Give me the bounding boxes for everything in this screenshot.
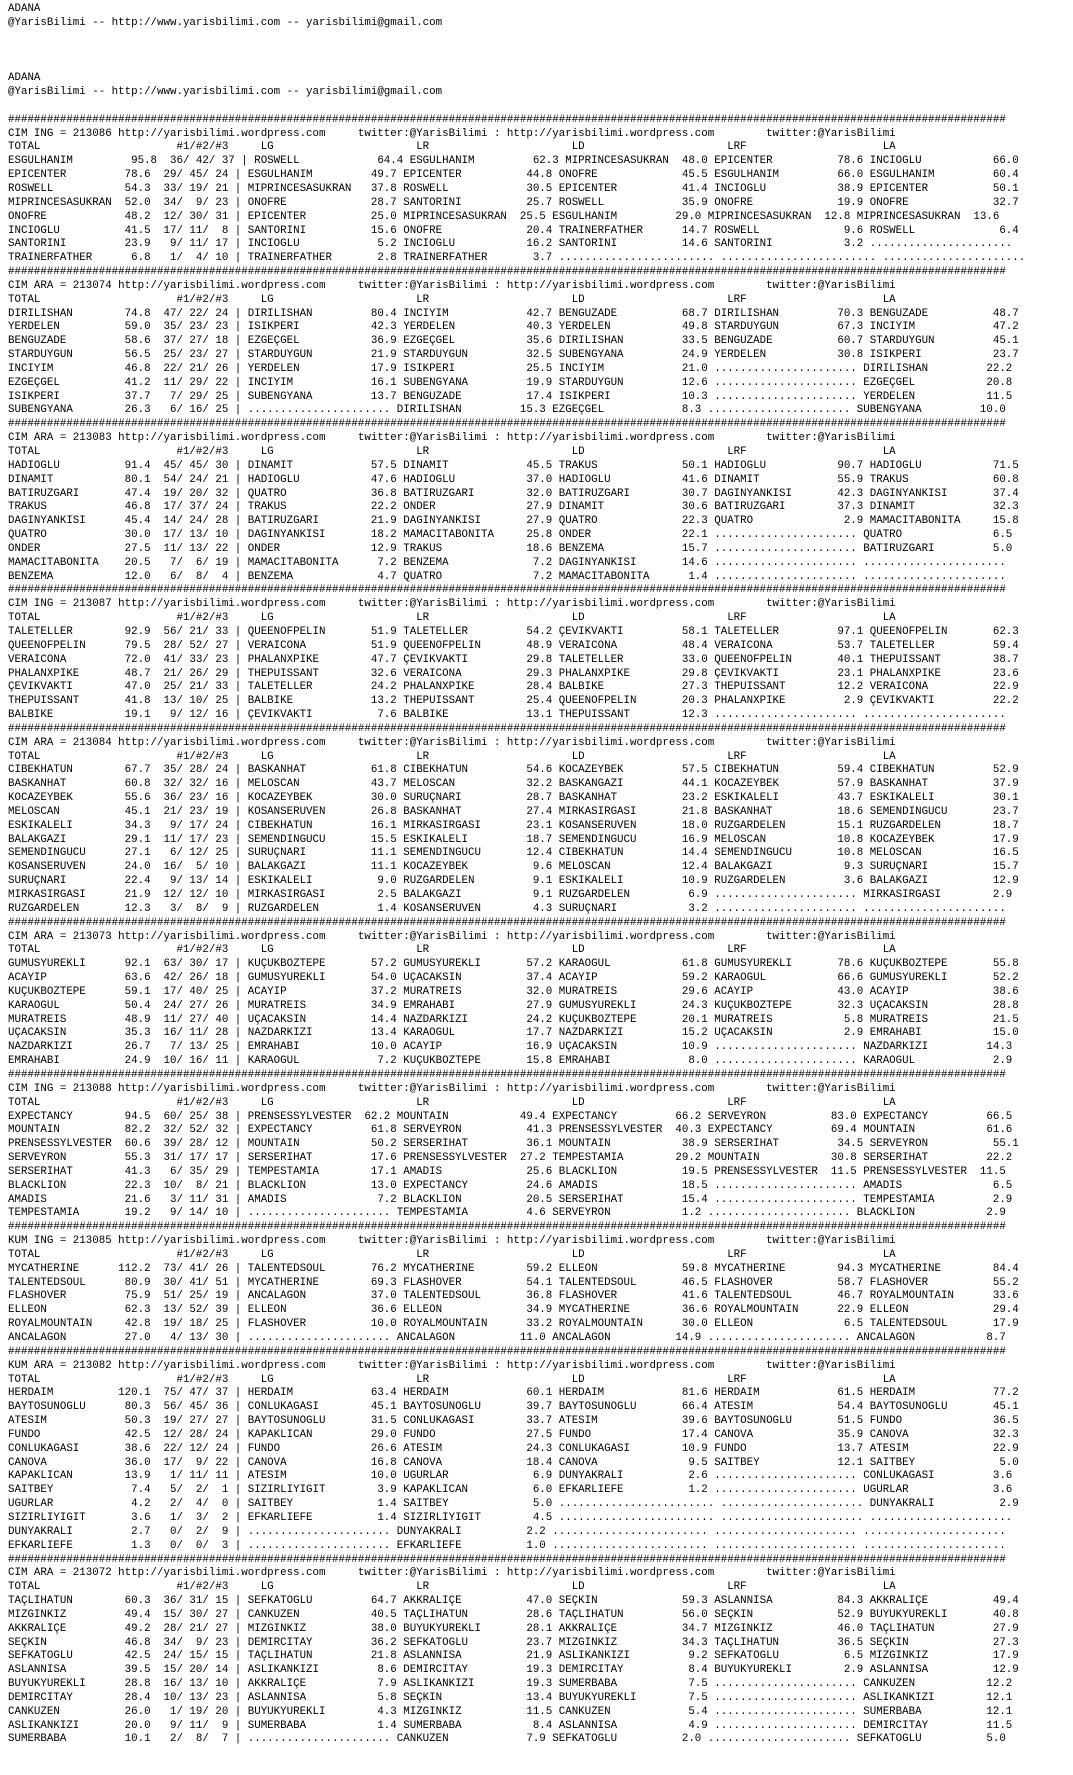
table-row: CANKUZEN 26.0 1/ 19/ 20 | BÜYÜKYÜREKLI 4.3 MIZGINKIZ 11.5 CANKUZEN 5.4 ...................... SÜMERBABA 12.1	[8, 1705, 1013, 1718]
column-header-line: TOTAL #1/#2/#3 LG LR LD LRF LA	[8, 141, 896, 154]
table-row: KOCAZEYBEK 55.6 36/ 23/ 16 | KOCAZEYBEK 30.0 SURUÇNARI 28.7 BASKANHAT 23.2 ESKIKALELI 43.7 ESKIKALELI 30.1	[8, 792, 1019, 805]
separator-line: ##########################################################################################################################################################	[8, 722, 1006, 735]
table-row: MIPRINCESASÜKRAN 52.0 34/ 9/ 23 | ONOFRE 28.7 SANTORINI 25.7 ROSWELL 35.9 ONOFRE 19.9 ONOFRE 32.7	[8, 196, 1019, 209]
table-row: TRAINERFATHER 6.8 1/ 4/ 10 | TRAINERFATHER 2.8 TRAINERFATHER 3.7 ........................ ........................ ......................	[8, 252, 1026, 265]
table-row: SAITBEY 7.4 5/ 2/ 1 | SIZIRLIYIGIT 3.9 KAPAKLICAN 6.0 EFKARLIEFE 1.2 ...................... UGURLAR 3.6	[8, 1484, 1013, 1497]
table-row: AMADIS 21.6 3/ 11/ 31 | AMADIS 7.2 BLACKLION 20.5 SERSERIHAT 15.4 ...................... TEMPESTAMIA 2.9	[8, 1193, 1013, 1206]
table-row: ROSWELL 54.3 33/ 19/ 21 | MIPRINCESASÜKRAN 37.8 ROSWELL 30.5 EPICENTER 41.4 INCIOGLU 38.9 EPICENTER 50.1	[8, 182, 1019, 195]
table-row: TRAKUS 46.8 17/ 37/ 24 | TRAKUS 22.2 ÖNDER 27.9 DINAMIT 30.6 BATIRÜZGARI 37.3 DINAMIT 32.3	[8, 501, 1019, 514]
table-row: INCIOGLU 41.5 17/ 11/ 8 | SANTORINI 15.6 ONOFRE 20.4 TRAINERFATHER 14.7 ROSWELL 9.6 ROSWELL 6.4	[8, 224, 1019, 237]
table-row: CONLUKAGASI 38.6 22/ 12/ 24 | FUNDO 26.6 ATESIM 24.3 CONLUKAGASI 10.9 FUNDO 13.7 ATESIM 22.9	[8, 1442, 1019, 1455]
column-header-line: TOTAL #1/#2/#3 LG LR LD LRF LA	[8, 1581, 896, 1594]
table-row: QUEENOFPELIN 79.5 28/ 52/ 27 | VERAICONA 51.9 QUEENOFPELIN 48.9 VERAICONA 48.4 VERAICONA 53.7 TALETELLER 59.4	[8, 639, 1019, 652]
table-row: SEFKATOGLU 42.5 24/ 15/ 15 | TAÇLIHATUN 21.8 ASLANNISA 21.9 ASLIKANKIZI 9.2 SEFKATOGLU 6.5 MIZGINKIZ 17.9	[8, 1650, 1019, 1663]
table-row: SURUÇNARI 22.4 9/ 13/ 14 | ESKIKALELI 9.0 RÜZGARDELEN 9.1 ESKIKALELI 10.9 RÜZGARDELEN 3.6 BALAKGAZI 12.9	[8, 875, 1019, 888]
table-row: MYCATHERINE 112.2 73/ 41/ 26 | TALENTEDSOUL 76.2 MYCATHERINE 59.2 ELLEON 59.8 MYCATHERINE 94.3 MYCATHERINE 84.4	[8, 1262, 1019, 1275]
table-row: ÖNDER 27.5 11/ 13/ 22 | ÖNDER 12.9 TRAKUS 18.6 BENZEMA 15.7 ...................... BATIRÜZGARI 5.0	[8, 542, 1013, 555]
race-header-line: CIM ARA = 213072 http://yarisbilimi.wordpress.com twitter:@YarisBilimi : http://yarisbilimi.wordpress.com twitter:@YarisBilimi	[8, 1567, 896, 1580]
table-row: BÜYÜKYÜREKLI 28.8 16/ 13/ 10 | AKKRALIÇE 7.9 ASLIKANKIZI 19.3 SÜMERBABA 7.5 ...................... CANKUZEN 12.2	[8, 1678, 1013, 1691]
table-row: TEMPESTAMIA 19.2 9/ 14/ 10 | ...................... TEMPESTAMIA 4.6 SERVEYRON 1.2 ...................... BLACKLION 2.9	[8, 1207, 1006, 1220]
table-row: ASLIKANKIZI 20.0 9/ 11/ 9 | SÜMERBABA 1.4 SÜMERBABA 8.4 ASLANNISA 4.9 ...................... DEMIRCITAY 11.5	[8, 1719, 1013, 1732]
table-row: SERVEYRON 55.3 31/ 17/ 17 | SERSERIHAT 17.6 PRENSESSYLVESTER 27.2 TEMPESTAMIA 29.2 MOUNTAIN 30.8 SERSERIHAT 22.2	[8, 1152, 1013, 1165]
separator-line: ##########################################################################################################################################################	[8, 1221, 1006, 1234]
race-header-line: CIM ING = 213087 http://yarisbilimi.wordpress.com twitter:@YarisBilimi : http://yarisbilimi.wordpress.com twitter:@YarisBilimi	[8, 598, 896, 611]
column-header-line: TOTAL #1/#2/#3 LG LR LD LRF LA	[8, 750, 896, 763]
table-row: UGURLAR 4.2 2/ 4/ 0 | SAITBEY 1.4 SAITBEY 5.0 ........................ ...................... DÜNYAKRALI 2.9	[8, 1498, 1019, 1511]
table-row: BALAKGAZI 29.1 11/ 17/ 23 | SEMENDINGÜCÜ 15.5 ESKIKALELI 18.7 SEMENDINGÜCÜ 16.9 MELOSCAN 10.8 KOCAZEYBEK 17.9	[8, 833, 1019, 846]
table-row: PRENSESSYLVESTER 60.6 39/ 28/ 12 | MOUNTAIN 50.2 SERSERIHAT 36.1 MOUNTAIN 38.9 SERSERIHAT 34.5 SERVEYRON 55.1	[8, 1138, 1019, 1151]
table-row: MAMACITABONITA 20.5 7/ 6/ 19 | MAMACITABONITA 7.2 BENZEMA 7.2 DAGINYANKISI 14.6 ...................... ......................	[8, 556, 1006, 569]
table-row: ASLANNISA 39.5 15/ 20/ 14 | ASLIKANKIZI 8.6 DEMIRCITAY 19.3 DEMIRCITAY 8.4 BÜYÜKYÜREKLI 2.9 ASLANNISA 12.9	[8, 1664, 1019, 1677]
table-row: HERDAIM 120.1 75/ 47/ 37 | HERDAIM 63.4 HERDAIM 60.1 HERDAIM 81.6 HERDAIM 61.5 HERDAIM 77.2	[8, 1387, 1019, 1400]
table-row: EMRAHABI 24.9 10/ 16/ 11 | KARAOGUL 7.2 KÜÇÜKBOZTEPE 15.8 EMRAHABI 8.0 ...................... KARAOGUL 2.9	[8, 1055, 1013, 1068]
race-header-line: CIM ARA = 213083 http://yarisbilimi.wordpress.com twitter:@YarisBilimi : http://yarisbilimi.wordpress.com twitter:@YarisBilimi	[8, 432, 896, 445]
table-row: STARDUYGUN 56.5 25/ 23/ 27 | STARDUYGUN 21.9 STARDUYGUN 32.5 SUBENGYANA 24.9 YERDELEN 30.8 ISIKPERI 23.7	[8, 349, 1019, 362]
text-line: @YarisBilimi -- http://www.yarisbilimi.com -- yarisbilimi@gmail.com	[8, 86, 443, 99]
table-row: ACAYIP 63.6 42/ 26/ 18 | GÜMÜSYÜREKLI 54.0 UÇACAKSIN 37.4 ACAYIP 59.2 KARAOGUL 66.6 GÜMÜSYÜREKLI 52.2	[8, 972, 1019, 985]
table-row: DIRILISHAN 74.8 47/ 22/ 24 | DIRILISHAN 80.4 INCIYIM 42.7 BENGÜZADE 68.7 DIRILISHAN 70.3 BENGÜZADE 48.7	[8, 307, 1019, 320]
table-row: DAGINYANKISI 45.4 14/ 24/ 28 | BATIRÜZGARI 21.9 DAGINYANKISI 27.9 QUATRO 22.3 QUATRO 2.9 MAMACITABONITA 15.8	[8, 515, 1019, 528]
column-header-line: TOTAL #1/#2/#3 LG LR LD LRF LA	[8, 1096, 896, 1109]
table-row: MURATREIS 48.9 11/ 27/ 40 | UÇACAKSIN 14.4 NAZDARKIZI 24.2 KÜÇÜKBOZTEPE 20.1 MURATREIS 5.8 MURATREIS 21.5	[8, 1013, 1019, 1026]
table-row: SÜMERBABA 10.1 2/ 8/ 7 | ...................... CANKUZEN 7.9 SEFKATOGLU 2.0 ...................... SEFKATOGLU 5.0	[8, 1733, 1006, 1746]
race-header-line: CIM ING = 213086 http://yarisbilimi.wordpress.com twitter:@YarisBilimi : http://yarisbilimi.wordpress.com twitter:@YarisBilimi	[8, 127, 896, 140]
table-row: BAYTOSUNOGLU 80.3 56/ 45/ 36 | CONLUKAGASI 45.1 BAYTOSUNOGLU 39.7 BAYTOSUNOGLU 66.4 ATESIM 54.4 BAYTOSUNOGLU 45.1	[8, 1401, 1019, 1414]
column-header-line: TOTAL #1/#2/#3 LG LR LD LRF LA	[8, 1248, 896, 1261]
table-row: DÜNYAKRALI 2.7 0/ 2/ 9 | ...................... DÜNYAKRALI 2.2 ........................ ...................... ......................	[8, 1525, 1006, 1538]
table-row: KÜÇÜKBOZTEPE 59.1 17/ 40/ 25 | ACAYIP 37.2 MURATREIS 32.0 MURATREIS 29.6 ACAYIP 43.0 ACAYIP 38.6	[8, 985, 1019, 998]
text-line: ADANA	[8, 72, 41, 85]
table-row: MOUNTAIN 82.2 32/ 52/ 32 | EXPECTANCY 61.8 SERVEYRON 41.3 PRENSESSYLVESTER 40.3 EXPECTANCY 69.4 MOUNTAIN 61.6	[8, 1124, 1013, 1137]
race-header-line: CIM ARA = 213073 http://yarisbilimi.wordpress.com twitter:@YarisBilimi : http://yarisbilimi.wordpress.com twitter:@YarisBilimi	[8, 930, 896, 943]
table-row: EZGEÇGEL 41.2 11/ 29/ 22 | INCIYIM 16.1 SUBENGYANA 19.9 STARDUYGUN 12.6 ...................... EZGEÇGEL 20.8	[8, 376, 1013, 389]
table-row: SEMENDINGÜCÜ 27.1 6/ 12/ 25 | SURUÇNARI 11.1 SEMENDINGÜCÜ 12.4 CIBEKHATUN 14.4 SEMENDINGÜCÜ 10.8 MELOSCAN 16.5	[8, 847, 1019, 860]
table-row: SUBENGYANA 26.3 6/ 16/ 25 | ...................... DIRILISHAN 15.3 EZGEÇGEL 8.3 ...................... SUBENGYANA 10.0	[8, 404, 1006, 417]
table-row: TALENTEDSOUL 80.9 30/ 41/ 51 | MYCATHERINE 69.3 FLASHOVER 54.1 TALENTEDSOUL 46.5 FLASHOVER 58.7 FLASHOVER 55.2	[8, 1276, 1019, 1289]
table-row: KARAOGUL 50.4 24/ 27/ 26 | MURATREIS 34.9 EMRAHABI 27.9 GÜMÜSYÜREKLI 24.3 KÜÇÜKBOZTEPE 32.3 UÇACAKSIN 28.8	[8, 999, 1019, 1012]
separator-line: ##########################################################################################################################################################	[8, 418, 1006, 431]
table-row: ESKIKALELI 34.3 9/ 17/ 24 | CIBEKHATUN 16.1 MIRKASIRGASI 23.1 KOSANSERÜVEN 18.0 RÜZGARDELEN 15.1 RÜZGARDELEN 18.7	[8, 819, 1019, 832]
separator-line: ##########################################################################################################################################################	[8, 916, 1006, 929]
table-row: BLACKLION 22.3 10/ 8/ 21 | BLACKLION 13.0 EXPECTANCY 24.6 AMADIS 18.5 ...................... AMADIS 6.5	[8, 1179, 1013, 1192]
table-row: MELOSCAN 45.1 21/ 23/ 19 | KOSANSERÜVEN 26.8 BASKANHAT 27.4 MIRKASIRGASI 21.8 BASKANHAT 18.6 SEMENDINGÜCÜ 23.7	[8, 805, 1019, 818]
table-row: ISIKPERI 37.7 7/ 29/ 25 | SUBENGYANA 13.7 BENGÜZADE 17.4 ISIKPERI 10.3 ...................... YERDELEN 11.5	[8, 390, 1013, 403]
column-header-line: TOTAL #1/#2/#3 LG LR LD LRF LA	[8, 1373, 896, 1386]
race-header-line: KUM ARA = 213082 http://yarisbilimi.wordpress.com twitter:@YarisBilimi : http://yarisbilimi.wordpress.com twitter:@YarisBilimi	[8, 1359, 896, 1372]
table-row: ONOFRE 48.2 12/ 30/ 31 | EPICENTER 25.0 MIPRINCESASÜKRAN 25.5 ESGÜLHANIM 29.0 MIPRINCESASÜKRAN 12.8 MIPRINCESASÜKRAN 13.6	[8, 210, 1000, 223]
table-row: MIRKASIRGASI 21.9 12/ 12/ 10 | MIRKASIRGASI 2.5 BALAKGAZI 9.1 RÜZGARDELEN 6.9 ...................... MIRKASIRGASI 2.9	[8, 889, 1013, 901]
table-row: RÜZGARDELEN 12.3 3/ 8/ 9 | RÜZGARDELEN 1.4 KOSANSERÜVEN 4.3 SURUÇNARI 3.2 ...................... ......................	[8, 902, 1006, 915]
table-row: EPICENTER 78.6 29/ 45/ 24 | ESGÜLHANIM 49.7 EPICENTER 44.8 ONOFRE 45.5 ESGÜLHANIM 66.0 ESGÜLHANIM 60.4	[8, 169, 1019, 182]
race-header-line: CIM ARA = 213074 http://yarisbilimi.wordpress.com twitter:@YarisBilimi : http://yarisbilimi.wordpress.com twitter:@YarisBilimi	[8, 279, 896, 292]
table-row: BENGÜZADE 58.6 37/ 27/ 18 | EZGEÇGEL 36.9 EZGEÇGEL 35.6 DIRILISHAN 33.5 BENGÜZADE 60.7 STARDUYGUN 45.1	[8, 335, 1019, 348]
separator-line: ##########################################################################################################################################################	[8, 1068, 1006, 1081]
separator-line: ##########################################################################################################################################################	[8, 113, 1006, 126]
table-row: TAÇLIHATUN 60.3 36/ 31/ 15 | SEFKATOGLU 64.7 AKKRALIÇE 47.0 SEÇKIN 59.3 ASLANNISA 84.3 AKKRALIÇE 49.4	[8, 1595, 1019, 1608]
table-row: GÜMÜSYÜREKLI 92.1 63/ 30/ 17 | KÜÇÜKBOZTEPE 57.2 GÜMÜSYÜREKLI 57.2 KARAOGUL 61.8 GÜMÜSYÜREKLI 78.6 KÜÇÜKBOZTEPE 55.8	[8, 958, 1019, 971]
table-row: DINAMIT 80.1 54/ 24/ 21 | HADIOGLU 47.6 HADIOGLU 37.0 HADIOGLU 41.6 DINAMIT 55.9 TRAKUS 60.8	[8, 473, 1019, 486]
race-header-line: CIM ARA = 213084 http://yarisbilimi.wordpress.com twitter:@YarisBilimi : http://yarisbilimi.wordpress.com twitter:@YarisBilimi	[8, 736, 896, 749]
table-row: NAZDARKIZI 26.7 7/ 13/ 25 | EMRAHABI 10.0 ACAYIP 16.9 UÇACAKSIN 10.9 ...................... NAZDARKIZI 14.3	[8, 1041, 1013, 1054]
text-line: @YarisBilimi -- http://www.yarisbilimi.com -- yarisbilimi@gmail.com	[8, 16, 443, 29]
column-header-line: TOTAL #1/#2/#3 LG LR LD LRF LA	[8, 944, 896, 957]
table-row: BALBIKE 19.1 9/ 12/ 16 | ÇEVIKVAKTI 7.6 BALBIKE 13.1 THEPUISSANT 12.3 ...................... ......................	[8, 709, 1006, 722]
table-row: SERSERIHAT 41.3 6/ 35/ 29 | TEMPESTAMIA 17.1 AMADIS 25.6 BLACKLION 19.5 PRENSESSYLVESTER 11.5 PRENSESSYLVESTER 11.5	[8, 1165, 1006, 1178]
table-row: HADIOGLU 91.4 45/ 45/ 30 | DINAMIT 57.5 DINAMIT 45.5 TRAKUS 50.1 HADIOGLU 90.7 HADIOGLU 71.5	[8, 459, 1019, 472]
table-row: QUATRO 30.0 17/ 13/ 10 | DAGINYANKISI 18.2 MAMACITABONITA 25.8 ÖNDER 22.1 ...................... QUATRO 6.5	[8, 529, 1013, 542]
table-row: THEPUISSANT 41.8 13/ 10/ 25 | BALBIKE 13.2 THEPUISSANT 25.4 QUEENOFPELIN 20.3 PHALANXPIKE 2.9 ÇEVIKVAKTI 22.2	[8, 695, 1019, 708]
table-row: KAPAKLICAN 13.9 1/ 11/ 11 | ATESIM 10.0 UGURLAR 6.9 DÜNYAKRALI 2.6 ...................... CONLUKAGASI 3.6	[8, 1470, 1013, 1483]
table-row: INCIYIM 46.8 22/ 21/ 26 | YERDELEN 17.9 ISIKPERI 25.5 INCIYIM 21.0 ...................... DIRILISHAN 22.2	[8, 362, 1013, 375]
blank-line	[8, 45, 1073, 59]
table-row: DEMIRCITAY 28.4 10/ 13/ 23 | ASLANNISA 5.8 SEÇKIN 13.4 BÜYÜKYÜREKLI 7.5 ...................... ASLIKANKIZI 12.1	[8, 1691, 1013, 1704]
separator-line: ##########################################################################################################################################################	[8, 266, 1006, 279]
separator-line: ##########################################################################################################################################################	[8, 1553, 1006, 1566]
table-row: YERDELEN 59.0 35/ 23/ 23 | ISIKPERI 42.3 YERDELEN 40.3 YERDELEN 49.8 STARDUYGUN 67.3 INCIYIM 47.2	[8, 321, 1019, 334]
separator-line: ##########################################################################################################################################################	[8, 584, 1006, 597]
table-row: ELLEON 62.3 13/ 52/ 39 | ELLEON 36.6 ELLEON 34.9 MYCATHERINE 36.6 ROYALMOUNTAIN 22.9 ELLEON 29.4	[8, 1304, 1019, 1317]
table-row: ÇEVIKVAKTI 47.0 25/ 21/ 33 | TALETELLER 24.2 PHALANXPIKE 28.4 BALBIKE 27.3 THEPUISSANT 12.2 VERAICONA 22.9	[8, 681, 1019, 694]
table-row: UÇACAKSIN 35.3 16/ 11/ 28 | NAZDARKIZI 13.4 KARAOGUL 17.7 NAZDARKIZI 15.2 UÇACAKSIN 2.9 EMRAHABI 15.0	[8, 1027, 1019, 1040]
table-row: BASKANHAT 60.8 32/ 32/ 16 | MELOSCAN 43.7 MELOSCAN 32.2 BASKANGAZI 44.1 KOCAZEYBEK 57.9 BASKANHAT 37.9	[8, 778, 1019, 791]
table-row: TALETELLER 92.9 56/ 21/ 33 | QUEENOFPELIN 51.9 TALETELLER 54.2 ÇEVIKVAKTI 58.1 TALETELLER 97.1 QUEENOFPELIN 62.3	[8, 625, 1019, 638]
table-row: VERAICONA 72.0 41/ 33/ 23 | PHALANXPIKE 47.7 ÇEVIKVAKTI 29.8 TALETELLER 33.0 QUEENOFPELIN 40.1 THEPUISSANT 38.7	[8, 653, 1019, 666]
table-row: ROYALMOUNTAIN 42.8 19/ 18/ 25 | FLASHOVER 10.0 ROYALMOUNTAIN 33.2 ROYALMOUNTAIN 30.0 ELLEON 6.5 TALENTEDSOUL 17.9	[8, 1318, 1019, 1331]
text-line: ADANA	[8, 3, 41, 15]
table-row: CIBEKHATUN 67.7 35/ 28/ 24 | BASKANHAT 61.8 CIBEKHATUN 54.6 KOCAZEYBEK 57.5 CIBEKHATUN 59.4 CIBEKHATUN 52.9	[8, 764, 1019, 777]
table-row: ATESIM 50.3 19/ 27/ 27 | BAYTOSUNOGLU 31.5 CONLUKAGASI 33.7 ATESIM 39.6 BAYTOSUNOGLU 51.5 FUNDO 36.5	[8, 1415, 1019, 1428]
table-row: CANOVA 36.0 17/ 9/ 22 | CANOVA 16.8 CANOVA 18.4 CANOVA 9.5 SAITBEY 12.1 SAITBEY 5.0	[8, 1456, 1019, 1469]
separator-line: ##########################################################################################################################################################	[8, 1345, 1006, 1358]
blank-line	[8, 31, 1073, 45]
table-row: MIZGINKIZ 49.4 15/ 30/ 27 | CANKUZEN 40.5 TAÇLIHATUN 28.6 TAÇLIHATUN 56.0 SEÇKIN 52.9 BÜYÜKYÜREKLI 40.8	[8, 1608, 1019, 1621]
race-header-line: KUM ING = 213085 http://yarisbilimi.wordpress.com twitter:@YarisBilimi : http://yarisbilimi.wordpress.com twitter:@YarisBilimi	[8, 1235, 896, 1248]
race-header-line: CIM ING = 213088 http://yarisbilimi.wordpress.com twitter:@YarisBilimi : http://yarisbilimi.wordpress.com twitter:@YarisBilimi	[8, 1082, 896, 1095]
column-header-line: TOTAL #1/#2/#3 LG LR LD LRF LA	[8, 446, 896, 458]
table-row: ANCALAGON 27.0 4/ 13/ 30 | ...................... ANCALAGON 11.0 ANCALAGON 14.9 ...................... ANCALAGON 8.7	[8, 1332, 1006, 1344]
table-row: SANTORINI 23.9 9/ 11/ 17 | INCIOGLU 5.2 INCIOGLU 16.2 SANTORINI 14.6 SANTORINI 3.2 ......................	[8, 238, 1013, 251]
table-row: BENZEMA 12.0 6/ 8/ 4 | BENZEMA 4.7 QUATRO 7.2 MAMACITABONITA 1.4 ...................... ......................	[8, 570, 1006, 583]
table-row: PHALANXPIKE 48.7 21/ 26/ 29 | THEPUISSANT 32.6 VERAICONA 29.3 PHALANXPIKE 29.8 ÇEVIKVAKTI 23.1 PHALANXPIKE 23.6	[8, 667, 1019, 680]
table-row: ESGÜLHANIM 95.8 36/ 42/ 37 | ROSWELL 64.4 ESGÜLHANIM 62.3 MIPRINCESASÜKRAN 48.0 EPICENTER 78.6 INCIOGLU 66.0	[8, 155, 1019, 168]
table-row: BATIRÜZGARI 47.4 19/ 20/ 32 | QUATRO 36.8 BATIRÜZGARI 32.0 BATIRÜZGARI 30.7 DAGINYANKISI 42.3 DAGINYANKISI 37.4	[8, 487, 1019, 500]
table-row: SEÇKIN 46.8 34/ 9/ 23 | DEMIRCITAY 36.2 SEFKATOGLU 23.7 MIZGINKIZ 34.3 TAÇLIHATUN 36.5 SEÇKIN 27.3	[8, 1636, 1019, 1649]
column-header-line: TOTAL #1/#2/#3 LG LR LD LRF LA	[8, 612, 896, 625]
table-row: EXPECTANCY 94.5 60/ 25/ 38 | PRENSESSYLVESTER 62.2 MOUNTAIN 49.4 EXPECTANCY 66.2 SERVEYRON 83.0 EXPECTANCY 66.5	[8, 1110, 1013, 1123]
column-header-line: TOTAL #1/#2/#3 LG LR LD LRF LA	[8, 293, 896, 306]
table-row: SIZIRLIYIGIT 3.6 1/ 3/ 2 | EFKARLIEFE 1.4 SIZIRLIYIGIT 4.5 ........................ ...................... ......................	[8, 1511, 1013, 1524]
table-row: FUNDO 42.5 12/ 28/ 24 | KAPAKLICAN 29.0 FUNDO 27.5 FUNDO 17.4 CANOVA 35.9 CANOVA 32.3	[8, 1428, 1019, 1441]
table-row: KOSANSERÜVEN 24.0 16/ 5/ 10 | BALAKGAZI 11.1 KOCAZEYBEK 9.6 MELOSCAN 12.4 BALAKGAZI 9.3 SURUÇNARI 15.7	[8, 861, 1019, 874]
table-row: AKKRALIÇE 49.2 28/ 21/ 27 | MIZGINKIZ 38.0 BÜYÜKYÜREKLI 28.1 AKKRALIÇE 34.7 MIZGINKIZ 46.0 TAÇLIHATUN 27.9	[8, 1622, 1019, 1635]
blank-line	[8, 58, 1073, 72]
table-row: EFKARLIEFE 1.3 0/ 0/ 3 | ...................... EFKARLIEFE 1.0 ........................ ...................... ......................	[8, 1539, 1006, 1552]
table-row: FLASHOVER 75.9 51/ 25/ 19 | ANCALAGON 37.0 TALENTEDSOUL 36.8 FLASHOVER 41.6 TALENTEDSOUL 46.7 ROYALMOUNTAIN 33.6	[8, 1290, 1019, 1303]
blank-line	[8, 100, 1073, 114]
